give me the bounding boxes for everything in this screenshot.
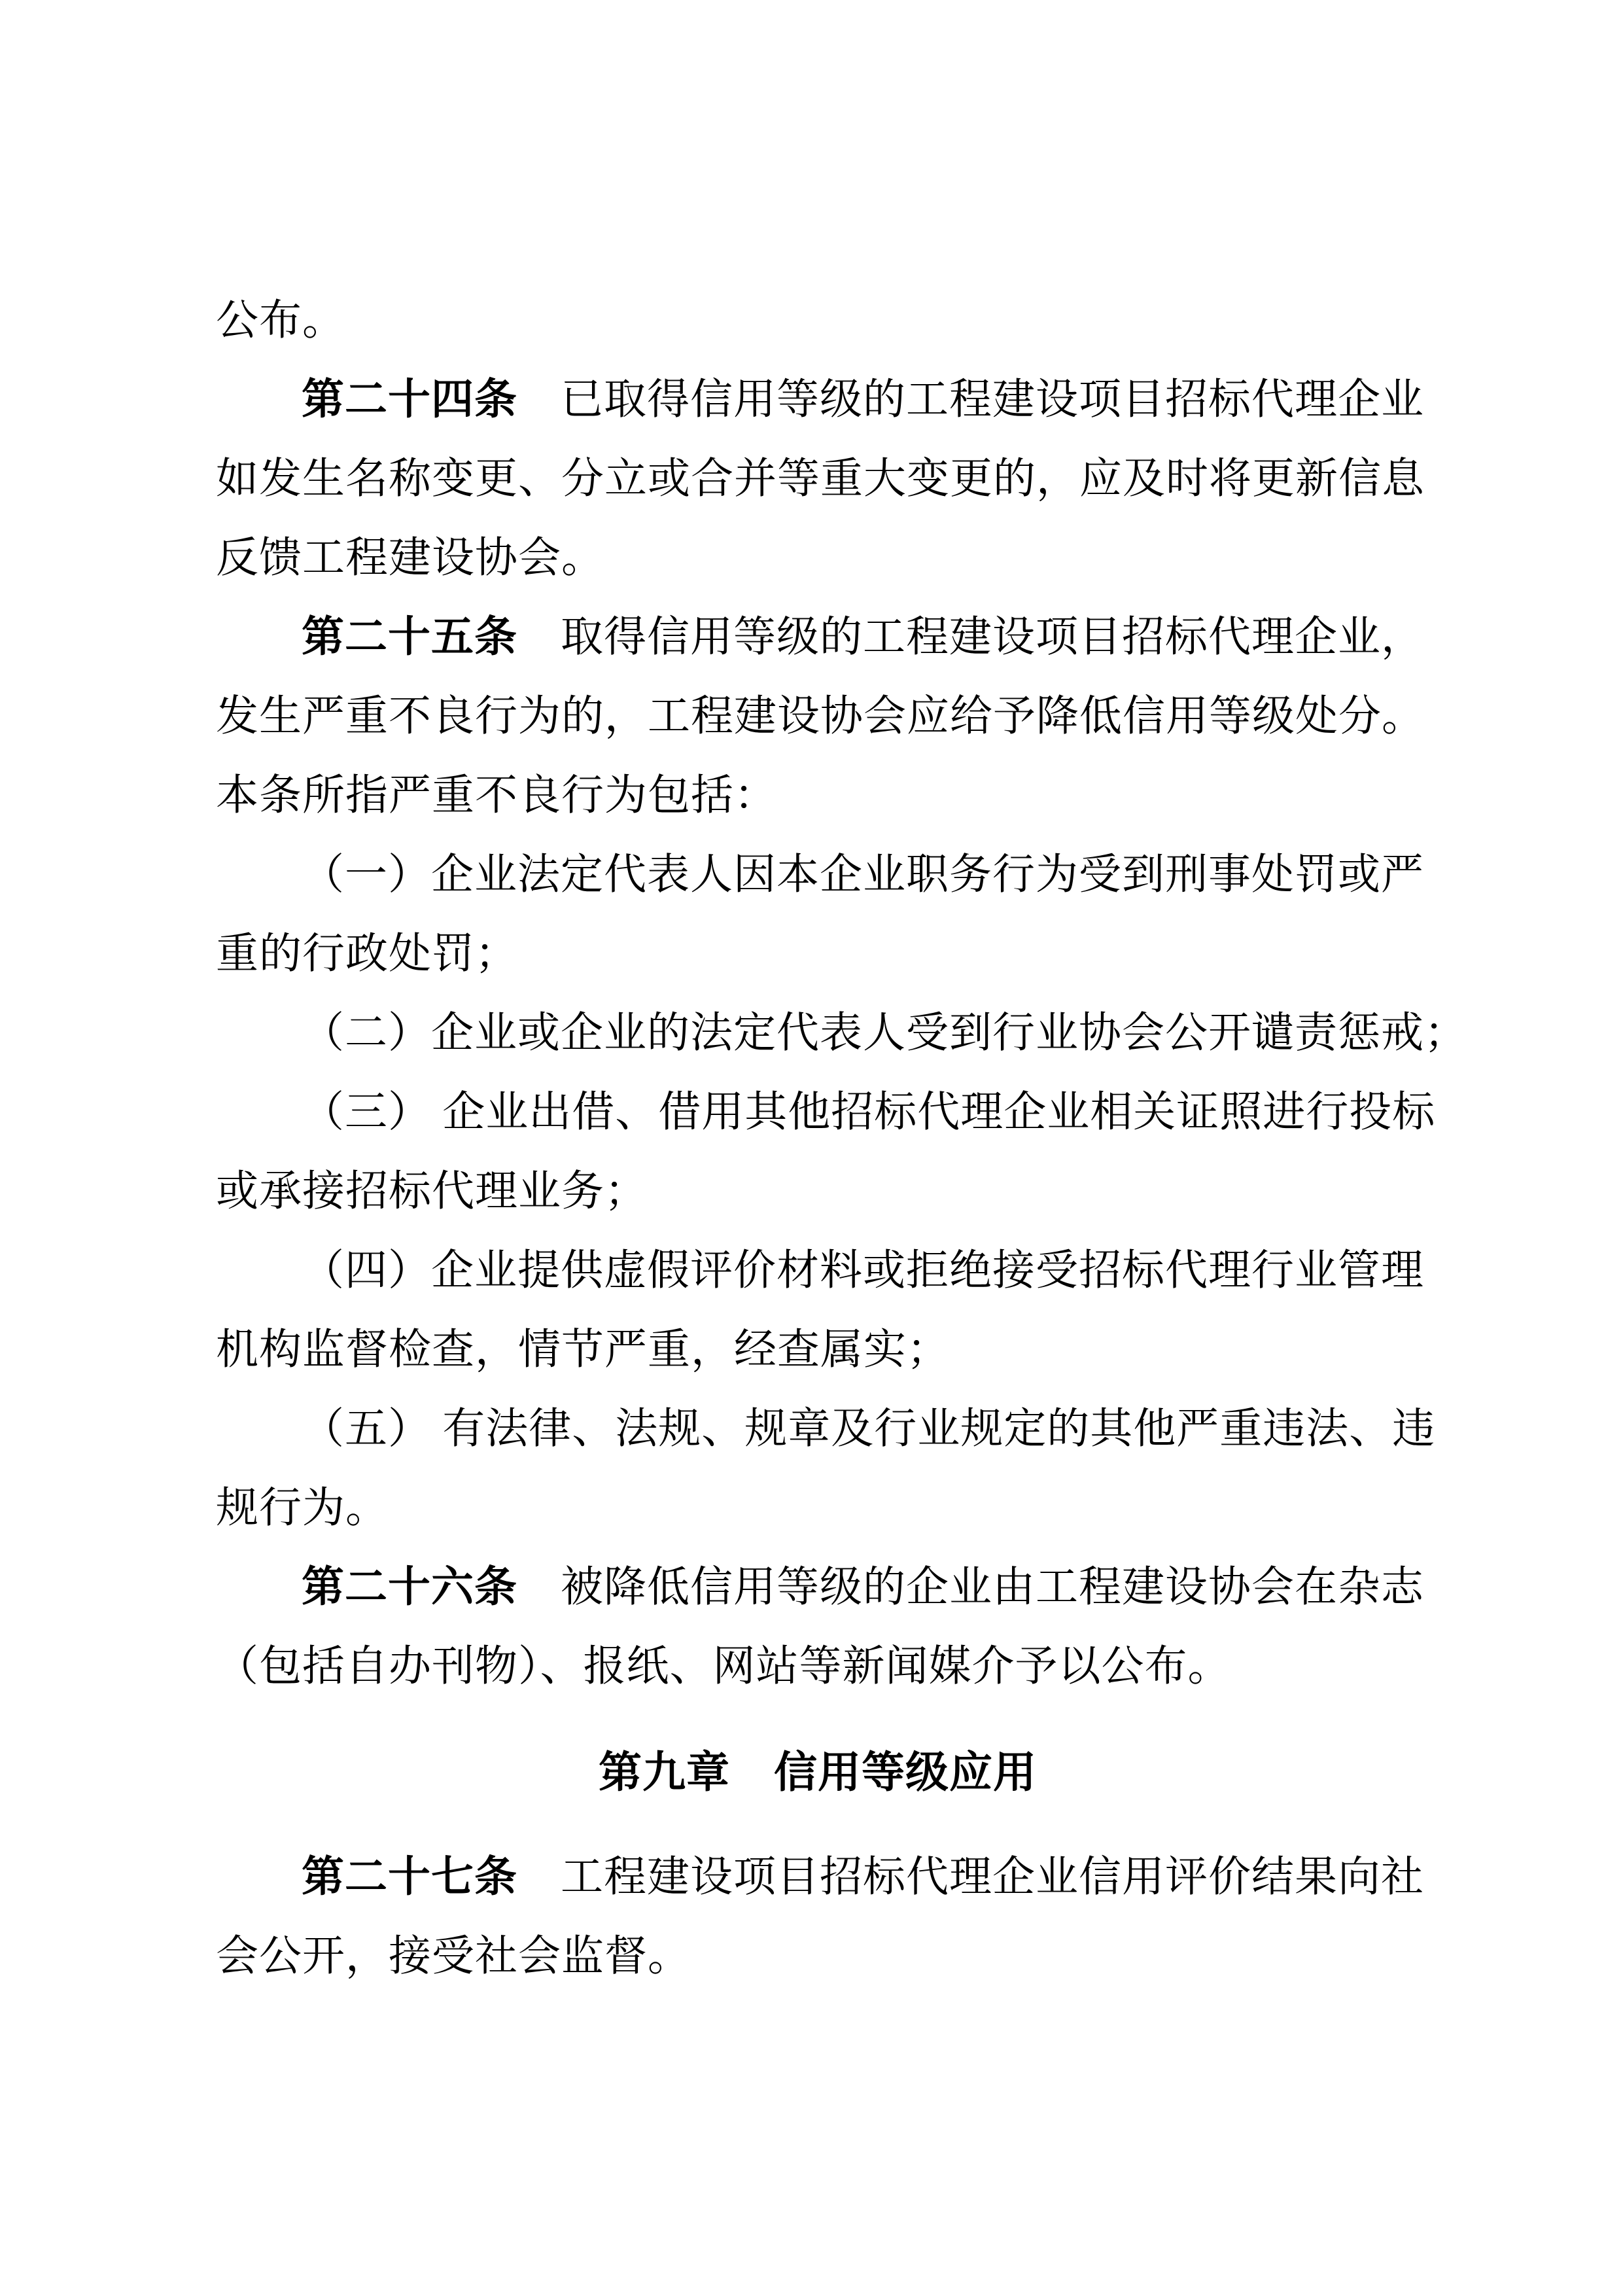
line-text: 本条所指严重不良行为包括：: [216, 772, 778, 819]
line-text: 已取得信用等级的工程建设项目招标代理企业: [517, 376, 1425, 423]
article-number: 第二十七条: [302, 1854, 518, 1901]
line-text: 取得信用等级的工程建设项目招标代理企业，: [517, 614, 1425, 661]
document-line: [216, 1390, 1436, 1469]
document-line: [216, 756, 1420, 836]
line-text: 工程建设项目招标代理企业信用评价结果向社: [517, 1854, 1425, 1901]
line-text: （包括自办刊物）、报纸、网站等新闻媒介予以公布。: [216, 1643, 1231, 1690]
article-number: 第二十五条: [302, 614, 518, 661]
article-number: 第二十四条: [302, 376, 518, 423]
document-line: [216, 1073, 1436, 1152]
document-body: [216, 281, 1468, 1996]
document-line: [216, 1231, 1425, 1311]
document-line: [216, 1311, 1420, 1390]
line-text: 如发生名称变更、分立或合并等重大变更的，应及时将更新信息: [216, 455, 1425, 503]
chapter-heading-text: 第九章 信用等级应用: [599, 1748, 1037, 1796]
document-line: [216, 677, 1425, 756]
line-text: 机构监督检查，情节严重，经查属实；: [216, 1326, 951, 1373]
document-line: [216, 440, 1425, 519]
line-text: 被降低信用等级的企业由工程建设协会在杂志: [517, 1564, 1425, 1611]
line-text: 发生严重不良行为的，工程建设协会应给予降低信用等级处分。: [216, 693, 1425, 740]
line-text: 重的行政处罚；: [216, 930, 519, 978]
document-line: [216, 1627, 1420, 1706]
document-line: [216, 915, 1420, 994]
document-line: [216, 281, 1420, 361]
line-text: 公布。: [216, 297, 346, 344]
document-line: [216, 598, 1425, 677]
document-line: [216, 1469, 1420, 1548]
document-line: [216, 994, 1468, 1073]
line-text: （二）企业或企业的法定代表人受到行业协会公开谴责惩戒；: [302, 1010, 1468, 1057]
line-text: 或承接招标代理业务；: [216, 1168, 648, 1215]
document-line: [216, 1152, 1420, 1231]
line-text: 反馈工程建设协会。: [216, 535, 605, 582]
chapter-heading: [216, 1733, 1420, 1812]
document-line: [216, 1838, 1425, 1917]
line-text: 会公开，接受社会监督。: [216, 1933, 691, 1980]
document-line: [216, 361, 1425, 440]
line-text: （一）企业法定代表人因本企业职务行为受到刑事处罚或严: [302, 851, 1425, 898]
line-text: （四）企业提供虚假评价材料或拒绝接受招标代理行业管理: [302, 1247, 1425, 1294]
document-line: [216, 1548, 1425, 1627]
document-line: [216, 519, 1420, 598]
line-text: （三） 企业出借、借用其他招标代理企业相关证照进行投标: [302, 1089, 1436, 1136]
document-line: [216, 836, 1425, 915]
article-number: 第二十六条: [302, 1564, 518, 1611]
line-text: （五） 有法律、法规、规章及行业规定的其他严重违法、违: [302, 1405, 1436, 1453]
document-line: [216, 1917, 1420, 1996]
line-text: 规行为。: [216, 1485, 389, 1532]
